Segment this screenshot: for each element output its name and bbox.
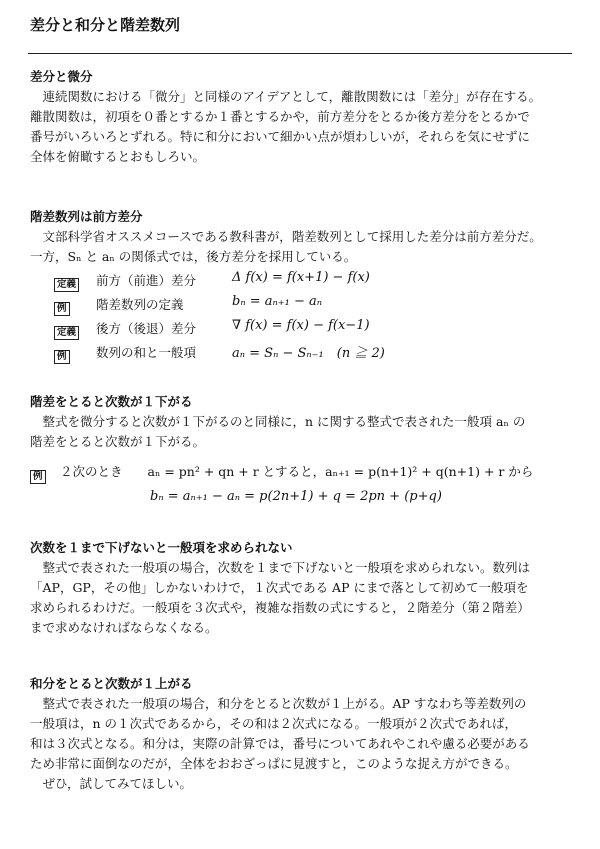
paragraph-line: まで求めなければならなくなる。: [30, 620, 218, 635]
paragraph-line: 階差をとると次数が１下がる。: [30, 434, 206, 449]
example-formula: ２次のとき aₙ = pn² + qn + r とすると，aₙ₊₁ = p(n+1)² + q(n+1) + r から: [60, 464, 534, 479]
section-paragraph: [30, 694, 575, 794]
definition-formula: Δ f(x) = f(x+1) − f(x): [232, 270, 370, 285]
definition-formula: aₙ = Sₙ − Sₙ₋₁ (n ≧ 2): [232, 346, 385, 361]
title-divider: [28, 53, 572, 54]
paragraph-line: 和は３次式となる。和分は，実際の計算では，番号についてあれやこれや慮る必要がある: [30, 736, 530, 751]
definition-formula: ∇ f(x) = f(x) − f(x−1): [232, 318, 370, 333]
paragraph-line: 求められるわけだ。一般項を３次式や，複雑な指数の式にすると，２階差分（第２階差）: [30, 600, 530, 615]
section-heading: 次数を１まで下げないと一般項を求められない: [30, 540, 293, 555]
definition-tag: 定義: [54, 326, 79, 340]
paragraph-line: ため非常に面倒なのだが，全体をおおざっぱに見渡すと，このような捉え方ができる。: [30, 756, 518, 771]
paragraph-line: 「AP，GP，その他」しかないわけで，１次式である AP にまで落として初めて一般項を: [30, 580, 529, 595]
section-paragraph: [30, 558, 575, 638]
section-paragraph: [30, 412, 575, 452]
example-row: [54, 296, 70, 316]
section-heading: 和分をとると次数が１上がる: [30, 676, 193, 691]
example-row: [54, 344, 70, 364]
definition-row: [54, 320, 79, 340]
definition-label: 前方（前進）差分: [96, 273, 197, 288]
paragraph-line: 文部科学省オススメコースである教科書が，階差数列として採用した差分は前方差分だ。: [30, 229, 542, 244]
paragraph-line: 整式で表された一般項の場合，和分をとると次数が１上がる。AP すなわち等差数列の: [30, 696, 527, 711]
definition-formula: bₙ = aₙ₊₁ − aₙ: [232, 294, 323, 309]
paragraph-line: 離散関数は，初項を０番とするか１番とするかや，前方差分をとるか後方差分をとるかで: [30, 109, 530, 124]
example-tag: 例: [30, 470, 46, 484]
section-paragraph: [30, 227, 575, 267]
example-row: [30, 464, 46, 484]
section-paragraph: [30, 87, 575, 167]
example-formula: bₙ = aₙ₊₁ − aₙ = p(2n+1) + q = 2pn + (p+q): [150, 489, 442, 504]
paragraph-line: 番号がいろいろとずれる。特に和分において細かい点が煩わしいが，それらを気にせずに: [30, 129, 531, 144]
definition-label: 階差数列の定義: [96, 297, 184, 312]
paragraph-line: 連続関数における「微分」と同様のアイデアとして，離散関数には「差分」が存在する。: [30, 89, 542, 104]
paragraph-line: 一般項は，n の１次式であるから，その和は２次式になる。一般項が２次式であれば，: [30, 716, 518, 731]
example-tag: 例: [54, 350, 70, 364]
paragraph-line: 整式で表された一般項の場合，次数を１まで下げないと一般項を求められない。数列は: [30, 560, 531, 575]
paragraph-line: 一方，Sₙ と aₙ の関係式では，後方差分を採用している。: [30, 249, 357, 264]
definition-row: [54, 272, 79, 292]
section-heading: 差分と微分: [30, 69, 93, 84]
example-tag: 例: [54, 302, 70, 316]
page-title: 差分と和分と階差数列: [30, 16, 181, 34]
paragraph-line: 整式を微分すると次数が１下がるのと同様に，n に関する整式で表された一般項 aₙ の: [30, 414, 526, 429]
paragraph-line: 全体を俯瞰するとおもしろい。: [30, 149, 206, 164]
definition-label: 数列の和と一般項: [96, 345, 197, 360]
definition-label: 後方（後退）差分: [96, 321, 197, 336]
section-heading: 階差数列は前方差分: [30, 209, 143, 224]
section-heading: 階差をとると次数が１下がる: [30, 394, 193, 409]
paragraph-line: ぜひ，試してみてほしい。: [30, 776, 193, 791]
definition-tag: 定義: [54, 278, 79, 292]
